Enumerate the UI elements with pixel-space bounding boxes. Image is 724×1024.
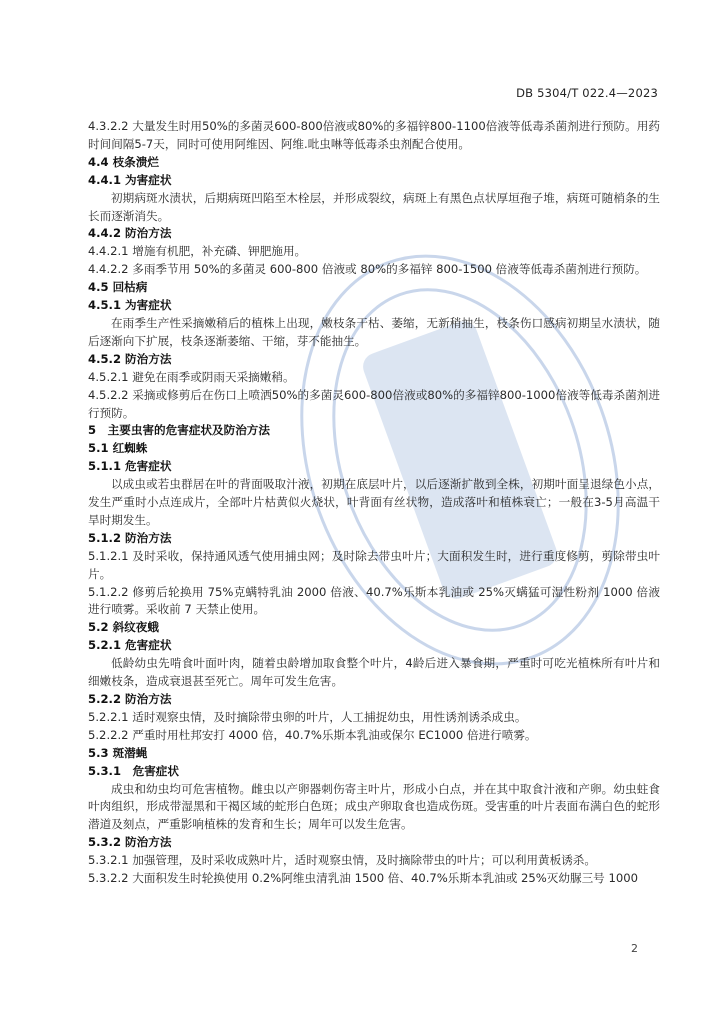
clause-4-5-2-2: 4.5.2.2 采摘或修剪后在伤口上喷洒50%的多菌灵600-800倍液或80%的多福锌800-1000倍液等低毒杀菌剂进行预防。	[88, 387, 660, 420]
clause-4-3-2-2: 4.3.2.2 大量发生时用50%的多菌灵600-800倍液或80%的多福锌800-1100倍液等低毒杀菌剂进行预防。用药时间间隔5-7天，同时可使用阿维因、阿维.吡虫啉等低毒杀虫剂配合使用。	[88, 119, 660, 151]
clause-5-1-2-1: 5.1.2.1 及时采收，保持通风透气使用捕虫网；及时除去带虫叶片；大面积发生时，进行重度修剪，剪除带虫叶片。	[88, 548, 660, 581]
heading-5-3-2: 5.3.2 防治方法	[88, 835, 172, 850]
clause-5-2-2-2: 5.2.2.2 严重时用杜邦安打 4000 倍，40.7%乐斯本乳油或保尔 EC1000 倍进行喷雾。	[88, 727, 537, 742]
heading-5: 5 主要虫害的危害症状及防治方法	[88, 423, 270, 438]
clause-4-4-2-2: 4.4.2.2 多雨季节用 50%的多菌灵 600-800 倍液或 80%的多福锌 800-1500 倍液等低毒杀菌剂进行预防。	[88, 262, 647, 277]
clause-5-1-2-2: 5.1.2.2 修剪后轮换用 75%克螨特乳油 2000 倍液、40.7%乐斯本乳油或 25%灭螨猛可湿性粉剂 1000 倍液进行喷雾。采收前 7 天禁止使用。	[88, 584, 660, 617]
heading-4-5: 4.5 回枯病	[88, 280, 148, 295]
heading-5-1-1: 5.1.1 危害症状	[88, 459, 172, 474]
heading-5-2-1: 5.2.1 危害症状	[88, 638, 172, 653]
heading-5-2: 5.2 斜纹夜蛾	[88, 620, 159, 635]
document-code: DB 5304/T 022.4—2023	[516, 86, 658, 100]
clause-4-5-2-1: 4.5.2.1 避免在雨季或阴雨天采摘嫩稍。	[88, 369, 295, 384]
document-body	[88, 118, 660, 888]
clause-5-2-2-1: 5.2.2.1 适时观察虫情，及时摘除带虫卵的叶片，人工捕捉幼虫，用性诱剂诱杀成虫。	[88, 709, 527, 724]
heading-5-1-2: 5.1.2 防治方法	[88, 530, 172, 545]
heading-4-4-1: 4.4.1 为害症状	[88, 172, 172, 187]
heading-4-5-1: 4.5.1 为害症状	[88, 298, 172, 313]
clause-5-3-2-1: 5.3.2.1 加强管理，及时采收成熟叶片，适时观察虫情，及时摘除带虫的叶片；可以利用黄板诱杀。	[88, 853, 596, 868]
page-number: 2	[631, 942, 638, 955]
heading-5-1: 5.1 红蜘蛛	[88, 441, 148, 456]
paragraph-4-4-1: 初期病斑水渍状，后期病斑凹陷至木栓层，并形成裂纹，病斑上有黑色点状厚垣孢子堆，病斑可随梢条的生长而逐渐消失。	[88, 190, 660, 223]
heading-5-2-2: 5.2.2 防治方法	[88, 692, 172, 706]
clause-4-4-2-1: 4.4.2.1 增施有机肥，补充磷、钾肥施用。	[88, 244, 307, 259]
paragraph-5-2-1: 低龄幼虫先啃食叶面叶肉，随着虫龄增加取食整个叶片，4龄后进入暴食期，严重时可吃光植株所有叶片和细嫩枝条，造成衰退甚至死亡。周年可发生危害。	[88, 656, 660, 689]
paragraph-4-5-1: 在雨季生产性采摘嫩稍后的植株上出现，嫩枝条干枯、萎缩，无新稍抽生，枝条伤口感病初期呈水渍状，随后逐渐向下扩展，枝条逐渐萎缩、干缩，芽不能抽生。	[88, 315, 660, 348]
clause-5-3-2-2: 5.3.2.2 大面积发生时轮换使用 0.2%阿维虫清乳油 1500 倍、40.7%乐斯本乳油或 25%灭幼脲三号 1000	[88, 871, 638, 886]
heading-4-4-2: 4.4.2 防治方法	[88, 226, 172, 241]
heading-4-4: 4.4 枝条溃烂	[88, 154, 159, 169]
paragraph-5-3-1: 成虫和幼虫均可危害植物。雌虫以产卵器刺伤寄主叶片，形成小白点，并在其中取食汁液和产卵。幼虫蛀食叶肉组织，形成带湿黑和干褐区域的蛇形白色斑；成虫产卵取食也造成伤斑。受害重的叶片表面布满白色的蛇形潜道及刻点，严重影响植株的发育和生长；周年可以发生危害。	[88, 781, 660, 832]
heading-5-3: 5.3 斑潜蝇	[88, 745, 148, 760]
heading-4-5-2: 4.5.2 防治方法	[88, 351, 172, 366]
paragraph-5-1-1: 以成虫或若虫群居在叶的背面吸取汁液，初期在底层叶片，以后逐渐扩散到全株，初期叶面呈退绿色小点，发生严重时小点连成片，全部叶片枯黄似火烧状，叶背面有丝状物，造成落叶和植株衰亡；一般在3-5月高温干旱时期发生。	[88, 477, 660, 527]
heading-5-3-1: 5.3.1 危害症状	[88, 763, 179, 778]
